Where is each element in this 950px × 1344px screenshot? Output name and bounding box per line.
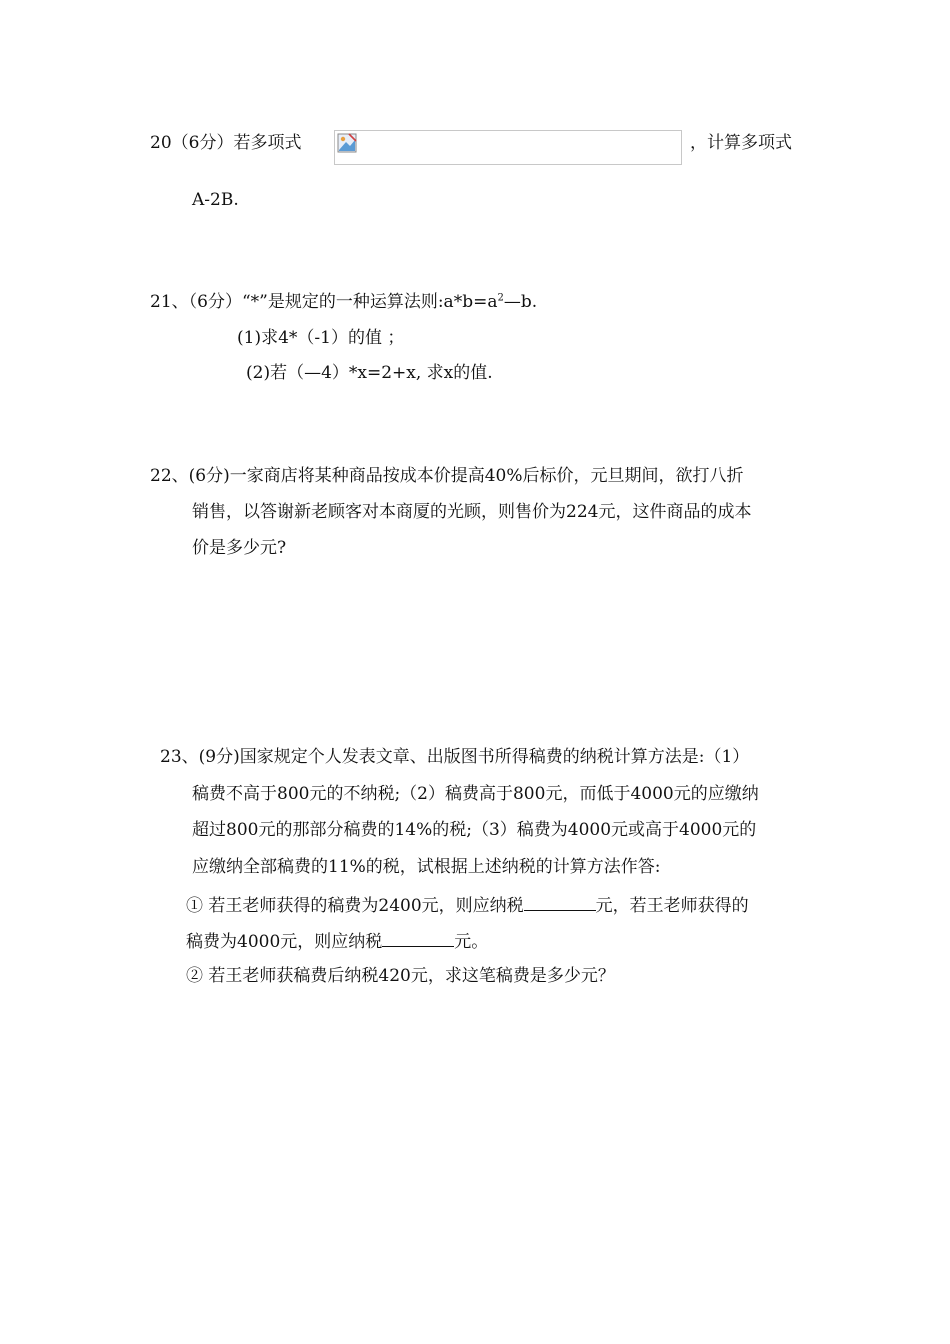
answer-blank-2[interactable] xyxy=(382,929,454,947)
q21-part2: (2)若（—4）*x=2+x, 求x的值. xyxy=(246,363,493,383)
q23-line2: 稿费不高于800元的不纳税;（2）稿费高于800元，而低于4000元的应缴纳 xyxy=(192,784,759,804)
q21-line1 xyxy=(150,291,537,313)
q23-subquestion-1-cont xyxy=(186,929,488,953)
q20-prefix: 20（6分）若多项式 xyxy=(150,133,302,153)
broken-image-icon xyxy=(337,133,357,153)
broken-image-placeholder xyxy=(334,130,682,165)
q21-part1: (1)求4*（-1）的值 ； xyxy=(237,328,405,348)
q22-line3: 价是多少元? xyxy=(192,538,287,558)
q23-s1-text-a: ① 若王老师获得的稿费为2400元，则应纳税 xyxy=(186,896,524,916)
q23-s2-text-a: 稿费为4000元，则应纳税 xyxy=(186,932,383,952)
q20-line2: A-2B. xyxy=(192,190,239,210)
q21-exponent: 2 xyxy=(497,292,504,304)
q22-line2: 销售，以答谢新老顾客对本商厦的光顾，则售价为224元，这件商品的成本 xyxy=(192,502,752,522)
q23-s2-text-b: 元。 xyxy=(454,932,489,952)
q23-s1-text-b: 元，若王老师获得的 xyxy=(595,896,749,916)
q23-line4: 应缴纳全部稿费的11%的税，试根据上述纳税的计算方法作答: xyxy=(192,857,661,877)
answer-blank-1[interactable] xyxy=(524,893,596,911)
q23-line3: 超过800元的那部分稿费的14%的税;（3）稿费为4000元或高于4000元的 xyxy=(192,820,757,840)
q20-suffix: ，计算多项式 xyxy=(690,133,792,153)
q23-subquestion-1 xyxy=(186,893,749,917)
q23-subquestion-2: ② 若王老师获稿费后纳税420元，求这笔稿费是多少元？ xyxy=(186,966,615,986)
q22-line1: 22、(6分)一家商店将某种商品按成本价提高40%后标价，元旦期间，欲打八折 xyxy=(150,466,744,486)
q23-line1: 23、(9分)国家规定个人发表文章、出版图书所得稿费的纳税计算方法是:（1） xyxy=(160,747,750,767)
q21-line1-a: 21、（6分）“*”是规定的一种运算法则:a*b=a xyxy=(150,292,498,312)
q21-line1-b: —b. xyxy=(503,292,538,312)
